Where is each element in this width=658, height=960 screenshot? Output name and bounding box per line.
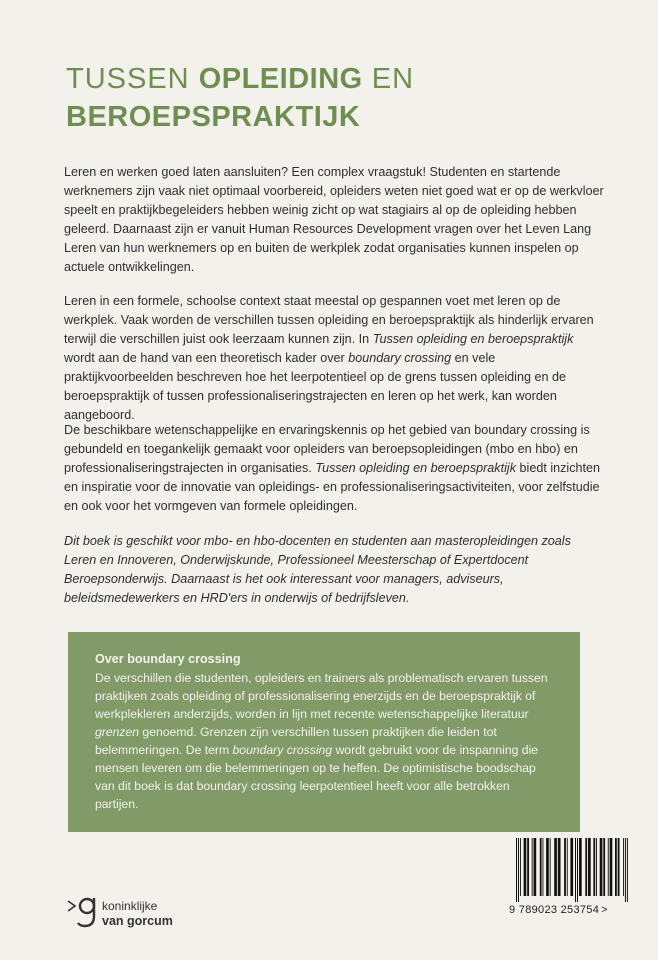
info-box (68, 632, 580, 832)
barcode-bar (532, 838, 533, 896)
barcode-bar (593, 838, 595, 896)
barcode-bar (618, 838, 620, 896)
barcode-bar (623, 838, 624, 896)
barcode-bar (579, 838, 582, 896)
barcode-bar (546, 838, 549, 896)
barcode-bar (540, 838, 542, 896)
barcode-bar (543, 838, 544, 896)
title-word-opleiding: OPLEIDING (198, 63, 363, 95)
title-word-tussen: TUSSEN (66, 63, 199, 95)
paragraph-intro-text: Leren en werken goed laten aansluiten? Een complex vraagstuk! Studenten en startende werknemers zijn vaak niet optimaal voorbereid, opleiders weten niet goed wat er op de werkvloer speelt en praktijkbegeleiders hebben weinig zicht op wat stagiairs al op de opleiding hebben geleerd. Daarnaast zijn er vanuit Human Resources Development vragen over het Leven Lang Leren van hun werknemers op en buiten de werkplek zodat organisaties kunnen inspelen op actuele ontwikkelingen. (64, 165, 604, 274)
barcode-guard-bar (575, 838, 576, 902)
publisher-logo (66, 892, 216, 936)
paragraph-audience (64, 532, 604, 608)
info-box-title: Over boundary crossing (95, 652, 241, 666)
title-line-1 (66, 60, 414, 98)
publisher-name-line2: van gorcum (102, 914, 173, 928)
paragraph-context (64, 292, 604, 425)
paragraph-audience-text (64, 532, 604, 608)
paragraph-knowledge-text (64, 421, 604, 516)
isbn-digits: 9 789023 253754 (509, 904, 600, 916)
barcode-guard-bar (625, 838, 626, 902)
box-text-a: De verschillen die studenten, opleiders en trainers als problematisch ervaren tussen praktijken zoals opleiding of professionalisering enerzijds en de beroepspraktijk of werkplekleren anderzijds, worden in lijn met recente wetenschappelijke literatuur (95, 671, 548, 721)
paragraph-context-text (64, 292, 604, 425)
barcode-bar (615, 838, 617, 896)
publisher-logo-icon (66, 892, 106, 936)
barcode-bars (510, 838, 630, 902)
paragraph-intro (64, 163, 604, 277)
barcode-bar (596, 838, 597, 896)
title-line-2 (66, 98, 414, 136)
p4-text: Dit boek is geschikt voor mbo- en hbo-docenten en studenten aan masteropleidingen zoals Leren en Innoveren, Onderwijskunde, Professioneel Meesterschap of Expertdocent Beroepsonderwijs. Daarnaast is het ook interessant voor managers, adviseurs, beleidsmedewerkers en HRD'ers in onderwijs of bedrijfsleven. (64, 534, 571, 605)
paragraph-knowledge (64, 421, 604, 516)
barcode-bar (534, 838, 537, 896)
barcode-guard-bar (577, 838, 578, 902)
p2-text-b: wordt aan de hand van een theoretisch kader over (64, 351, 349, 365)
p3-book-title: Tussen opleiding en beroepspraktijk (315, 461, 517, 475)
box-text-b: genoemd. Grenzen zijn verschillen tussen praktijken die leiden tot belemmeringen. De term (95, 725, 497, 757)
barcode-bar (567, 838, 568, 896)
p2-text-a: Leren in een formele, schoolse context staat meestal op gespannen voet met leren op de werkplek. Vaak worden de verschillen tussen opleiding en beroepspraktijk als hinderlijk ervaren terwijl die verschillen juist ook leerzaam kunnen zijn. In (64, 294, 594, 346)
p2-text-c: en vele praktijkvoorbeelden beschreven hoe het leerpotentieel op de grens tussen opleiding en de beroepspraktijk of tussen professionaliseringstrajecten en leren op het werk, kan worden aangeboord. (64, 351, 567, 422)
box-term-boundary: boundary crossing (232, 743, 333, 757)
barcode-bar (554, 838, 557, 896)
barcode-bar (600, 838, 603, 896)
box-term-grenzen: grenzen (95, 725, 140, 739)
barcode-bar (564, 838, 566, 896)
isbn-number (509, 904, 649, 916)
barcode-bar (570, 838, 573, 896)
barcode-bar (558, 838, 561, 896)
barcode-bar (610, 838, 613, 896)
title-word-beroepspraktijk: BEROEPSPRAKTIJK (66, 101, 361, 133)
info-box-text (95, 669, 556, 813)
p2-term: boundary crossing (348, 351, 452, 365)
book-title (66, 60, 414, 136)
title-word-en: EN (362, 63, 415, 95)
barcode-guard-bar (516, 838, 517, 902)
isbn-arrow: > (601, 904, 608, 916)
barcode-bar (527, 838, 529, 896)
publisher-name-line1: koninklijke (102, 899, 158, 913)
barcode-bar (585, 838, 587, 896)
barcode-guard-bar (627, 838, 628, 902)
p3-text-b: biedt inzichten en inspiratie voor de innovatie van opleidings- en professionaliseringsactiviteiten, voor zelfstudie en ook voor het vormgeven van formele opleidingen. (64, 461, 601, 513)
p3-text-a: De beschikbare wetenschappelijke en ervaringskennis op het gebied van boundary crossing is gebundeld en toegankelijk gemaakt voor opleiders van beroepsopleidingen (mbo en hbo) en professionaliseringstrajecten in organisaties. (64, 423, 590, 475)
barcode-guard-bar (518, 838, 519, 902)
barcode (510, 838, 630, 908)
barcode-bar (524, 838, 527, 896)
barcode-bar (608, 838, 609, 896)
p2-book-title: Tussen opleiding en beroepspraktijk (372, 332, 574, 346)
barcode-bar (520, 838, 521, 896)
box-text-c: wordt gebruikt voor de inspanning die mensen leveren om die belemmeringen op te heffen. De optimistische boodschap van dit boek is dat boundary crossing leerpotentieel heeft voor alle betrokken partijen. (95, 743, 539, 811)
barcode-bar (588, 838, 591, 896)
barcode-bar (603, 838, 605, 896)
barcode-bar (550, 838, 551, 896)
